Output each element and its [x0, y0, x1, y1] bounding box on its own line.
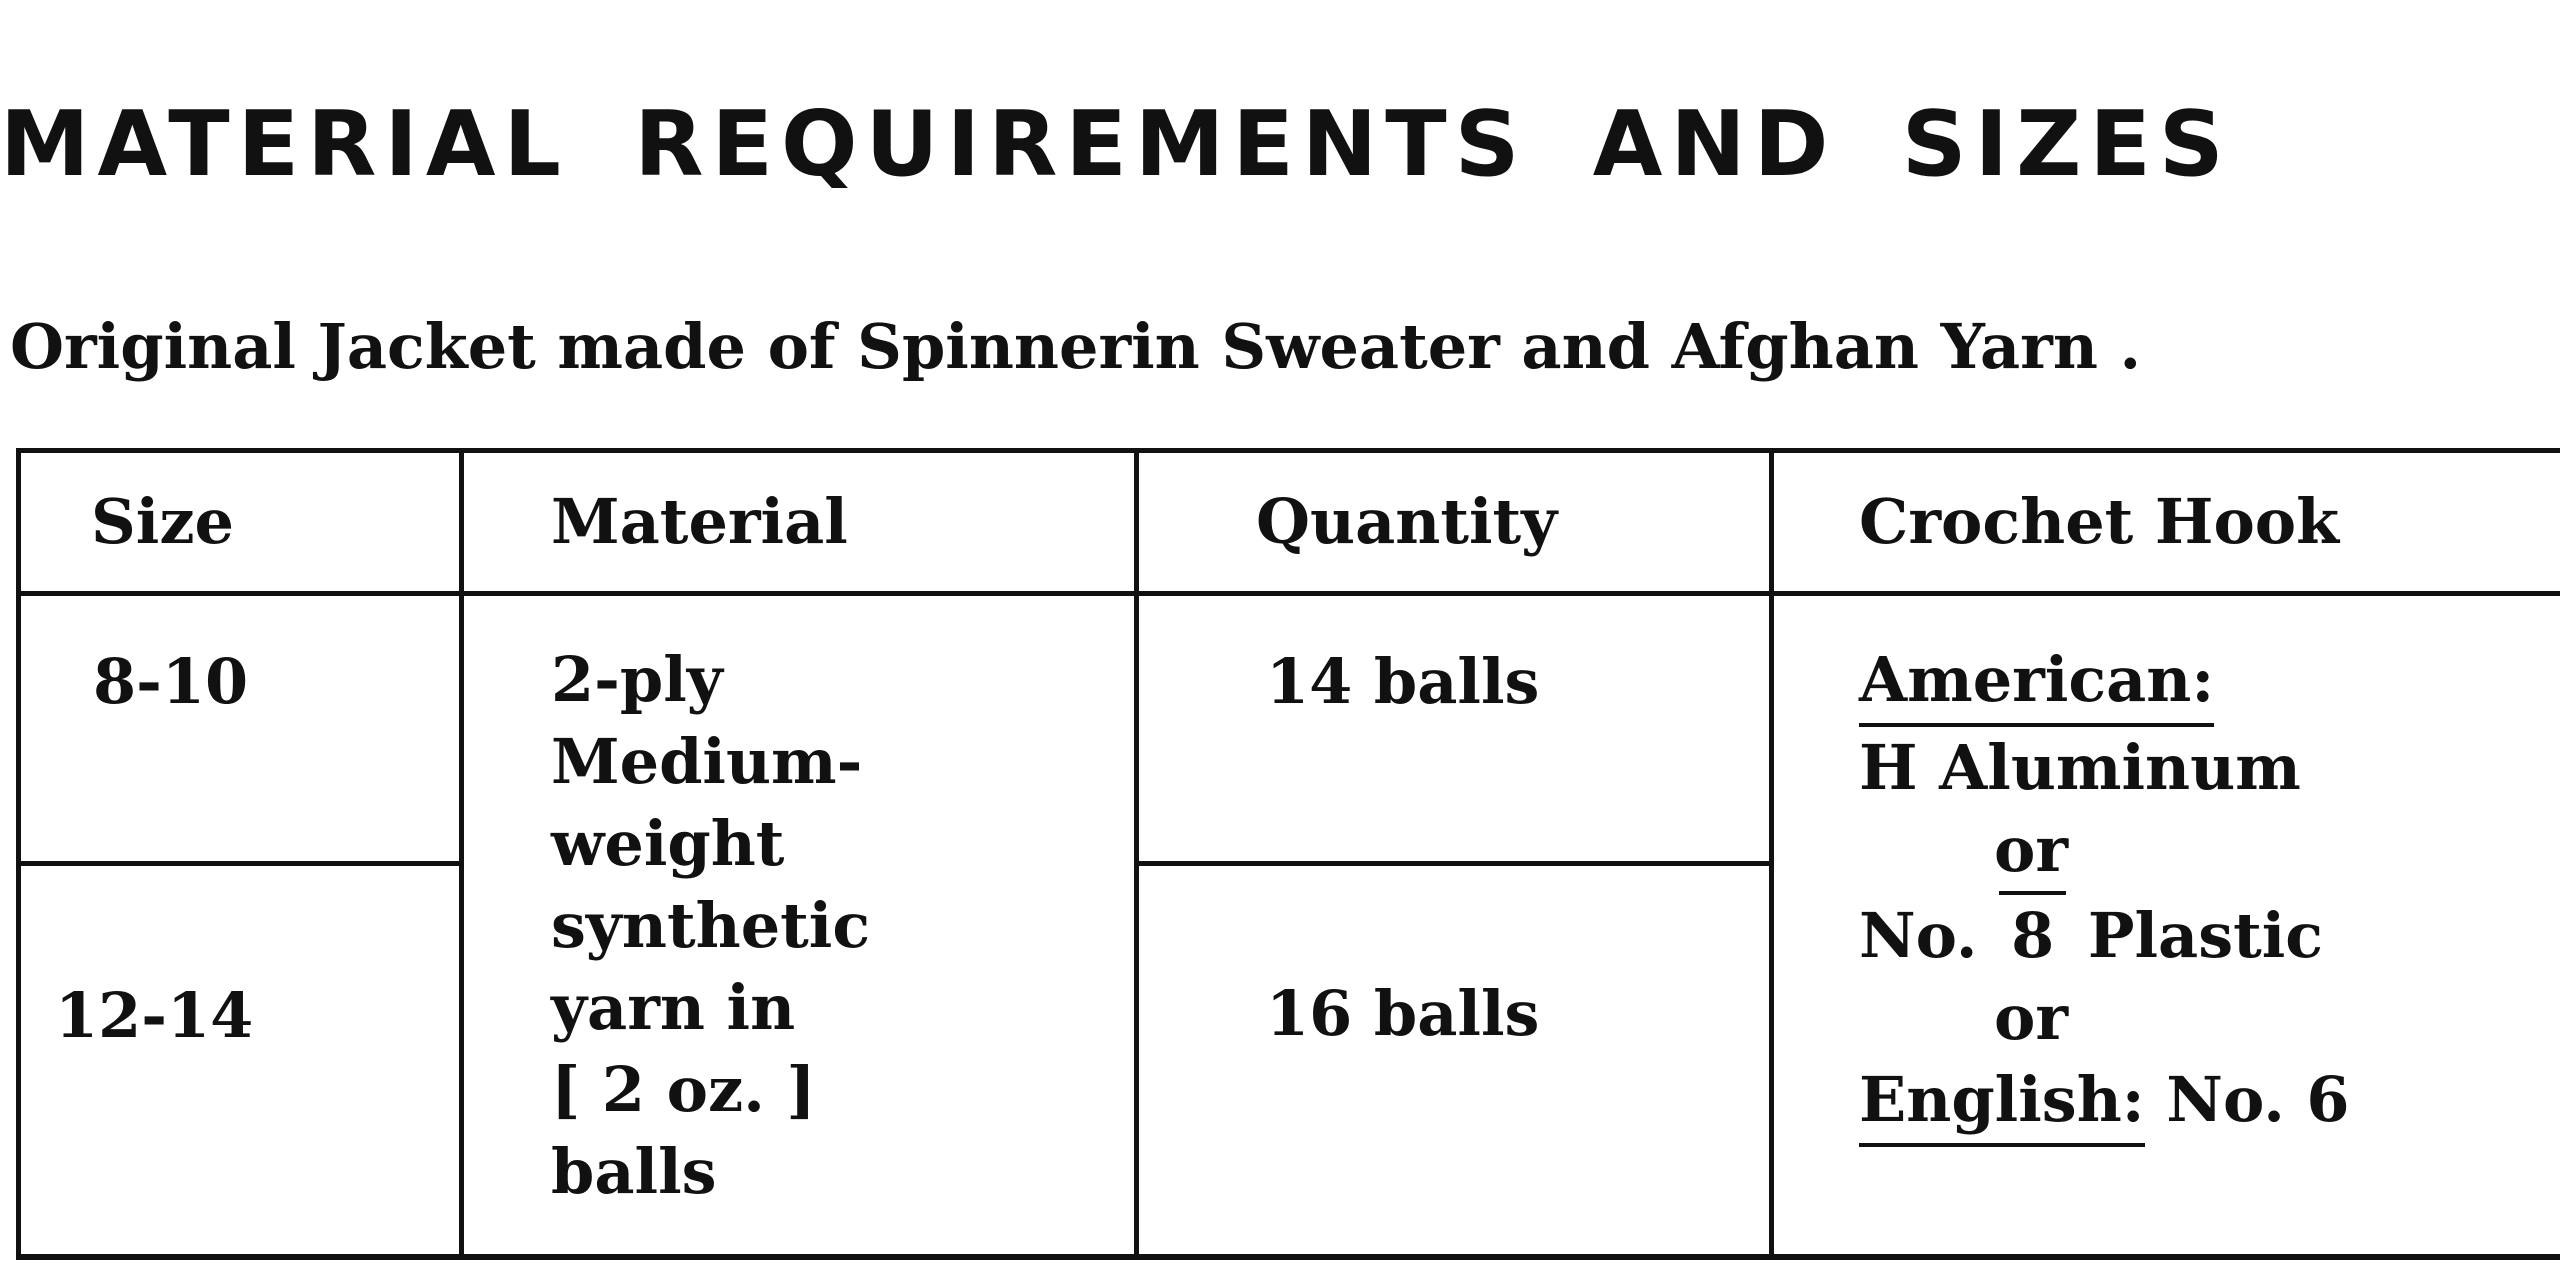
- size-cell: 8-10: [93, 645, 249, 718]
- size-row-divider: [21, 861, 461, 866]
- hook-plastic-suffix: Plastic: [2087, 899, 2324, 972]
- material-line: synthetic: [551, 889, 871, 962]
- material-line: [ 2 oz. ]: [551, 1053, 816, 1126]
- material-line: balls: [551, 1135, 717, 1208]
- quantity-cell: 16 balls: [1266, 977, 1540, 1050]
- header-crochet-hook: Crochet Hook: [1859, 485, 2340, 558]
- hook-or: or: [1994, 981, 2069, 1054]
- column-divider-2: [1134, 453, 1139, 1254]
- column-divider-3: [1769, 453, 1774, 1254]
- column-divider-1: [459, 453, 464, 1254]
- quantity-cell: 14 balls: [1266, 645, 1540, 718]
- intro-text: Original Jacket made of Spinnerin Sweater and Afghan Yarn .: [10, 310, 2142, 383]
- american-label: American:: [1859, 639, 2214, 727]
- crochet-hook-cell: [1859, 639, 2350, 1147]
- hook-or: or: [1994, 813, 2069, 886]
- quantity-row-divider: [1134, 861, 1774, 866]
- material-line: yarn in: [551, 971, 796, 1044]
- page-title: MATERIAL REQUIREMENTS AND SIZES: [0, 92, 2232, 197]
- hook-plastic-prefix: No.: [1859, 899, 1978, 972]
- header-material: Material: [551, 485, 848, 558]
- material-line: Medium-: [551, 725, 863, 798]
- header-divider: [21, 591, 2560, 596]
- english-label: English:: [1859, 1059, 2145, 1147]
- material-line: 2-ply: [551, 643, 723, 716]
- material-requirements-table: [16, 448, 2560, 1260]
- material-line: weight: [551, 807, 785, 880]
- english-value: No. 6: [2166, 1063, 2350, 1136]
- hook-aluminum: H Aluminum: [1859, 731, 2301, 804]
- header-size: Size: [91, 485, 234, 558]
- header-quantity: Quantity: [1256, 485, 1558, 558]
- size-cell: 12-14: [55, 979, 254, 1052]
- hook-plastic-number: 8: [1999, 891, 2066, 977]
- material-cell: [551, 639, 870, 1213]
